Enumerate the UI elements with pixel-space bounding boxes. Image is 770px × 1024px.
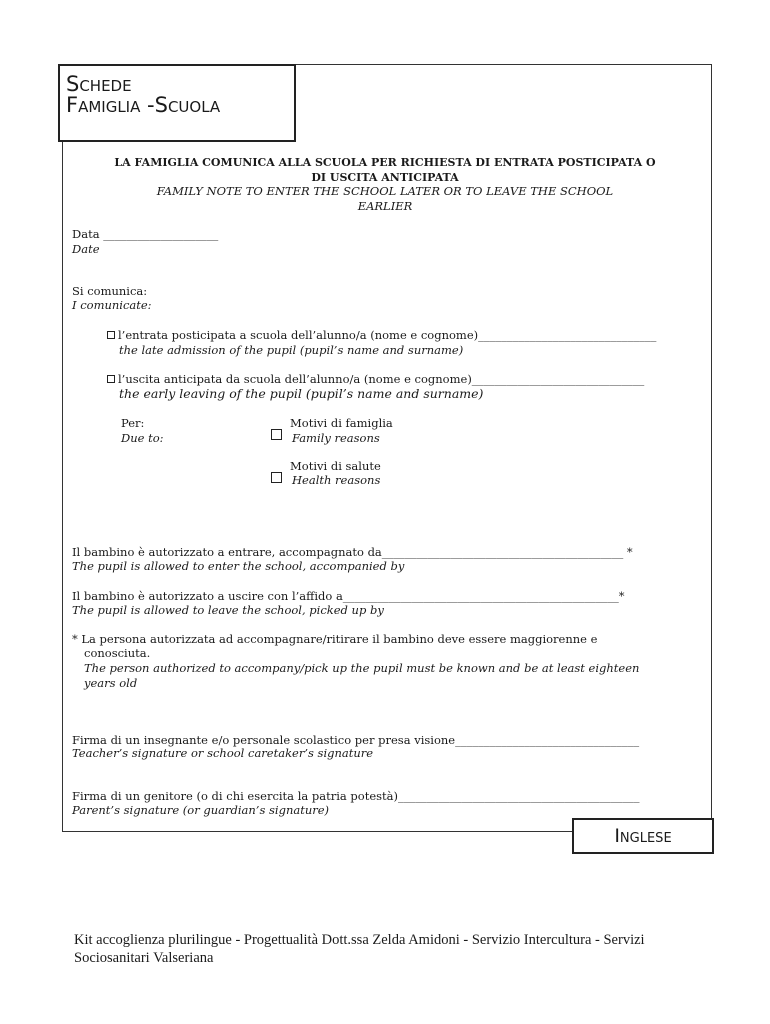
early-exit-label: l’uscita anticipata da scuola dell’alunno/a (nome e cognome)______________________________ xyxy=(118,372,645,386)
early-exit-checkbox[interactable] xyxy=(107,375,115,383)
late-entry-label: l’entrata posticipata a scuola dell’alunno/a (nome e cognome)_______________________________ xyxy=(118,328,657,342)
authorized-exit-translation: The pupil is allowed to leave the school, picked up by xyxy=(72,603,384,617)
teacher-signature-field[interactable]: Firma di un insegnante e/o personale scolastico per presa visione________________________________ xyxy=(72,733,640,747)
communicate-translation: I comunicate: xyxy=(72,298,152,312)
early-exit-translation: the early leaving of the pupil (pupil’s name and surname) xyxy=(119,386,484,401)
authorized-enter-field[interactable]: Il bambino è autorizzato a entrare, accompagnato da__________________________________________ * xyxy=(72,545,633,559)
form-title-line2: Famiglia -Scuola xyxy=(66,93,221,117)
authorized-exit-field[interactable]: Il bambino è autorizzato a uscire con l’affido a________________________________________________* xyxy=(72,589,625,603)
header-italic-line2: EARLIER xyxy=(357,199,413,213)
language-badge: Inglese xyxy=(572,818,714,854)
late-entry-option[interactable] xyxy=(107,328,656,342)
health-reason-checkbox[interactable] xyxy=(271,468,282,487)
footer-line1: Kit accoglienza plurilingue - Progettualità Dott.ssa Zelda Amidoni - Servizio Intercultura - Servizi xyxy=(74,932,645,948)
header-italic-line1: FAMILY NOTE TO ENTER THE SCHOOL LATER OR TO LEAVE THE SCHOOL xyxy=(156,184,614,198)
form-title-box xyxy=(58,64,296,142)
family-reason-translation: Family reasons xyxy=(292,431,380,445)
communicate-label: Si comunica: xyxy=(72,284,148,298)
family-reason-checkbox[interactable] xyxy=(271,425,282,444)
note-line2: conosciuta. xyxy=(84,646,151,660)
header-bold-line2: DI USCITA ANTICIPATA xyxy=(311,171,459,184)
note-translation-line1: The person authorized to accompany/pick up the pupil must be known and be at least eighteen xyxy=(84,661,640,675)
note-line1: * La persona autorizzata ad accompagnare/ritirare il bambino deve essere maggiorenne e xyxy=(72,632,598,646)
header-bold-line1: LA FAMIGLIA COMUNICA ALLA SCUOLA PER RICHIESTA DI ENTRATA POSTICIPATA O xyxy=(114,156,656,169)
late-entry-checkbox[interactable] xyxy=(107,331,115,339)
note-translation-line2: years old xyxy=(84,676,138,690)
family-reason-label: Motivi di famiglia xyxy=(290,416,393,430)
authorized-enter-translation: The pupil is allowed to enter the school, accompanied by xyxy=(72,559,405,573)
form-title-line1: Schede xyxy=(66,72,132,96)
health-reason-translation: Health reasons xyxy=(292,473,381,487)
date-field[interactable]: Data ____________________ xyxy=(72,227,219,241)
early-exit-option[interactable] xyxy=(107,372,644,386)
reason-per-label: Per: xyxy=(121,416,145,430)
parent-signature-field[interactable]: Firma di un genitore (o di chi esercita la patria potestà)__________________________________________ xyxy=(72,789,640,803)
footer-line2: Sociosanitari Valseriana xyxy=(74,950,214,966)
health-reason-label: Motivi di salute xyxy=(290,459,381,473)
reason-per-translation: Due to: xyxy=(121,431,164,445)
teacher-signature-translation: Teacher’s signature or school caretaker’s signature xyxy=(72,746,374,760)
late-entry-translation: the late admission of the pupil (pupil’s name and surname) xyxy=(119,343,464,357)
date-translation: Date xyxy=(72,242,100,256)
parent-signature-translation: Parent’s signature (or guardian’s signature) xyxy=(72,803,330,817)
